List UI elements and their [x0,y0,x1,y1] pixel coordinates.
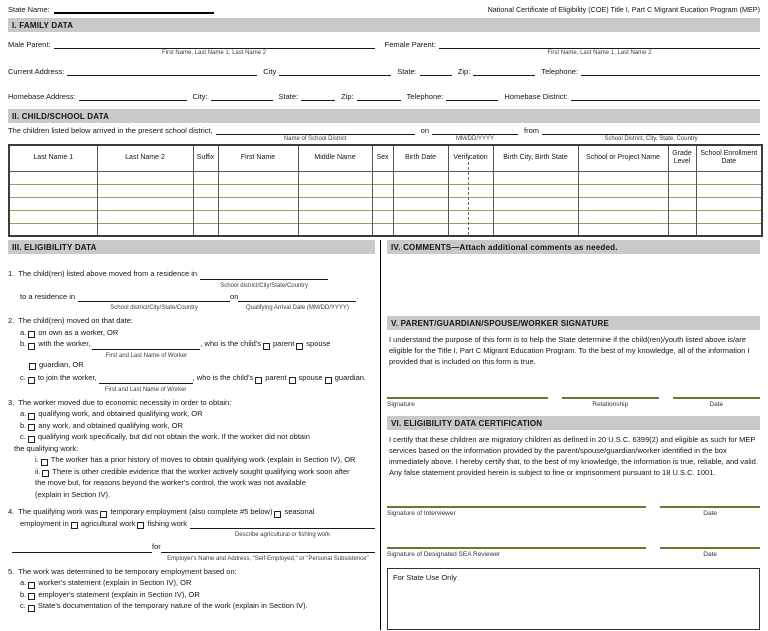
q2a-text: on own as a worker, OR [38,327,119,337]
checkbox-4-fishing[interactable] [137,522,144,529]
sea-reviewer-signature-row [387,539,760,558]
question-1 [8,268,375,311]
q2b-letter: b. [20,339,27,348]
q1-on-label: on [230,291,239,301]
q3ii-text-3: (explain in Section IV). [35,489,111,499]
school-district-sublabel: Name of School District [283,136,347,142]
state-name-label: State Name: [8,5,50,14]
arrival-from-label: from [524,126,539,135]
q4-employer-line[interactable] [161,544,375,562]
table-cell[interactable] [9,223,97,236]
section-3-header: III. ELIGIBILITY DATA [8,240,375,254]
item-number: 5. [8,566,15,576]
parents-row [8,40,760,56]
table-cell[interactable] [448,210,493,223]
table-cell[interactable] [9,184,97,197]
table-cell[interactable] [193,184,218,197]
q4-describe-sublabel: Describe agricultural or fishing work [234,532,331,538]
checkbox-3c-not-obtained[interactable] [28,436,35,443]
q4-extra-line[interactable] [12,544,152,553]
homebase-state-label: State: [278,92,299,101]
table-cell[interactable] [393,210,448,223]
eligibility-column [8,240,380,630]
date-line[interactable] [673,389,760,399]
question-3 [8,397,375,501]
q4-describe-work-line[interactable] [190,520,375,538]
table-cell[interactable] [448,223,493,236]
arrival-date-line[interactable] [432,126,518,142]
q3ii-text-1: There is other credible evidence that the worker actively sought qualifying work soon after [52,466,350,476]
table-row [9,171,762,184]
signature-line[interactable] [387,389,548,399]
state-line[interactable] [420,67,452,76]
table-cell[interactable] [578,171,668,184]
sea-reviewer-date-line[interactable] [660,539,760,549]
table-cell[interactable] [493,197,578,210]
checkbox-4-seasonal[interactable] [274,511,281,518]
checkbox-join-worker[interactable] [28,377,35,384]
q2b-text-2: , who is the child's [200,339,262,348]
table-cell[interactable] [448,184,493,197]
table-cell[interactable] [668,171,696,184]
table-cell[interactable] [696,197,762,210]
q2c-guardian-label: guardian. [334,373,367,382]
table-cell[interactable] [493,171,578,184]
table-cell[interactable] [9,210,97,223]
table-cell[interactable] [193,171,218,184]
col-header-last-name-1: Last Name 1 [9,145,97,171]
q3c-text-2: the qualifying work: [14,443,79,453]
table-cell[interactable] [193,223,218,236]
table-cell[interactable] [218,184,298,197]
q3ii-label: ii. [35,466,41,476]
telephone-label: Telephone: [541,67,579,76]
table-cell[interactable] [448,171,493,184]
q2c-letter: c. [20,373,26,382]
table-cell[interactable] [372,184,393,197]
table-cell[interactable] [193,210,218,223]
checkbox-3ci-prior-history[interactable] [41,459,48,466]
homebase-city-line[interactable] [211,92,273,101]
q3b-text: any work, and obtained qualifying work, OR [38,420,183,430]
table-header-row [9,145,762,171]
checkbox-2c-spouse[interactable] [289,377,296,384]
col-header-enrollment-date: School Enrollment Date [696,145,762,171]
q2a-letter: a. [20,327,27,337]
table-cell[interactable] [97,171,193,184]
q3c-letter: c. [20,432,26,441]
checkbox-5b-employer-statement[interactable] [28,593,35,600]
col-header-last-name-2: Last Name 2 [97,145,193,171]
table-cell[interactable] [298,223,372,236]
q2b-spouse-label: spouse [306,339,331,348]
q2b-guardian-label: guardian, OR [39,359,84,369]
col-header-school-project: School or Project Name [578,145,668,171]
table-cell[interactable] [668,197,696,210]
child-table-body [9,171,762,236]
question-4 [8,506,375,562]
sea-reviewer-label: Signature of Designated SEA Reviewer [387,551,501,558]
col-header-first-name: First Name [218,145,298,171]
q4-employer-sublabel: Employer's Name and Address, "Self-Employed," or "Personal Subsistence" [167,555,369,562]
table-cell[interactable] [298,184,372,197]
homebase-district-label: Homebase District: [504,92,568,101]
q2c-text-2: , who is the child's [192,373,254,382]
homebase-zip-line[interactable] [357,92,401,101]
table-cell[interactable] [668,210,696,223]
date-label: Date [709,401,724,408]
q5c-letter: c. [20,601,26,610]
q3-text: The worker moved due to economic necessity in order to obtain: [18,397,232,407]
table-row [9,197,762,210]
signature-field [387,389,548,408]
table-cell[interactable] [393,223,448,236]
q1-text-2: to a residence in [20,291,76,301]
table-cell[interactable] [298,171,372,184]
city-label: City [263,67,277,76]
q1-sublabel-2: School district/City/State/Country [110,305,198,311]
homebase-district-line[interactable] [571,92,760,101]
interviewer-date-line[interactable] [660,498,760,508]
table-row [9,210,762,223]
homebase-telephone-label: Telephone: [406,92,444,101]
certification-statement: I certify that these children are migratory children as defined in 20 U.S.C. 6399(2) and eligible as such for MEP services based on the information provided by the parent/spouse/guardian/worker identified in the box immediately above. I hereby certify that, to the best of my knowledge, the information is true, reliable, and valid. Any false statement provided herein is subject to fine or imprisonment pursuant to 18 U.S.C. 1001. [389,435,758,477]
male-parent-line[interactable] [54,40,375,56]
school-district-line[interactable] [216,126,415,142]
table-cell[interactable] [372,210,393,223]
q4-for-label: for [152,542,161,551]
q2c-text-1: to join the worker, [37,373,97,382]
table-cell[interactable] [97,223,193,236]
sea-reviewer-field [387,539,646,558]
signature-column [380,240,760,630]
table-cell[interactable] [668,184,696,197]
q5b-letter: b. [20,589,27,599]
table-cell[interactable] [372,171,393,184]
sea-reviewer-date-field [660,539,760,558]
date-field [673,389,760,408]
q2c-worker-name-line[interactable] [99,375,193,393]
q5b-text: employer's statement (explain in Section IV), OR [38,589,200,599]
interviewer-signature-line[interactable] [387,498,646,508]
q5c-text: State's documentation of the temporary nature of the work (explain in Section IV). [37,601,308,610]
q2b-parent-label: parent [273,339,295,348]
table-cell[interactable] [578,223,668,236]
table-cell[interactable] [493,184,578,197]
table-cell[interactable] [668,223,696,236]
table-cell[interactable] [696,171,762,184]
signature-label: Signature [387,401,415,408]
relationship-field [562,389,659,408]
interviewer-date-label: Date [703,510,717,517]
homebase-address-label: Homebase Address: [8,92,76,101]
state-name-line[interactable] [54,6,214,14]
q5a-letter: a. [20,578,27,587]
section-4-header: IV. COMMENTS—Attach additional comments as needed. [387,240,760,254]
child-table-wrap [8,144,760,237]
section-2-header: II. CHILD/SCHOOL DATA [8,109,760,123]
q2b-sublabel: First and Last Name of Worker [105,352,188,359]
table-cell[interactable] [298,210,372,223]
checkbox-2c-guardian[interactable] [325,377,332,384]
arrival-row [8,126,760,142]
q1-period: . [356,291,359,301]
q1-text-1: The child(ren) listed above moved from a residence in [18,269,198,278]
checkbox-with-worker[interactable] [28,343,35,350]
q1-from-residence-line[interactable] [200,271,328,289]
table-cell[interactable] [578,184,668,197]
table-cell[interactable] [493,210,578,223]
table-row [9,184,762,197]
relationship-line[interactable] [562,389,659,399]
q3i-label: i. [35,455,39,464]
table-cell[interactable] [578,197,668,210]
section-1-header: I. FAMILY DATA [8,18,760,32]
checkbox-4-temporary[interactable] [100,511,107,518]
table-cell[interactable] [448,197,493,210]
q5-text: The work was determined to be temporary employment based on: [18,566,237,576]
state-use-only-label: For State Use Only [393,573,457,582]
sea-reviewer-date-label: Date [703,551,717,558]
col-header-grade-level: Grade Level [668,145,696,171]
table-cell[interactable] [372,223,393,236]
table-cell[interactable] [372,197,393,210]
item-number: 3. [8,397,15,407]
telephone-line[interactable] [581,67,760,76]
state-label: State: [397,67,417,76]
table-cell[interactable] [393,197,448,210]
q2b-worker-name-line[interactable] [92,341,200,359]
q1-sublabel-1: School district/City/State/Country [220,282,308,289]
q4-seasonal-label: seasonal [284,507,315,516]
q4-fishing-label: fishing work [147,518,187,528]
table-cell[interactable] [9,171,97,184]
table-cell[interactable] [218,210,298,223]
q3i-text: The worker has a prior history of moves to obtain qualifying work (explain in Section IV), OR [50,455,356,464]
checkbox-2b-parent[interactable] [263,343,270,350]
item-number: 2. [8,316,15,325]
table-cell[interactable] [97,210,193,223]
checkbox-4-agricultural[interactable] [71,522,78,529]
q4-agricultural-label: agricultural work [80,518,136,528]
question-2 [8,315,375,393]
item-number: 1. [8,269,15,278]
male-parent-label: Male Parent: [8,40,51,49]
q5a-text: worker's statement (explain in Section IV), OR [38,578,192,587]
q4-text-2: employment in [20,518,69,528]
interviewer-field [387,498,646,517]
col-header-middle-name: Middle Name [298,145,372,171]
current-address-row [8,67,760,76]
table-cell[interactable] [298,197,372,210]
child-school-table [8,144,763,237]
checkbox-5c-state-doc[interactable] [28,605,35,612]
q2b-text-1: with the worker, [38,339,91,348]
arrival-on-label: on [420,126,429,135]
table-cell[interactable] [393,171,448,184]
item-number: 4. [8,507,15,516]
col-header-birth-city-state: Birth City, Birth State [493,145,578,171]
female-parent-label: Female Parent: [384,40,436,49]
col-header-birth-date: Birth Date [393,145,448,171]
arrival-date-sublabel: MM/DD/YYYY [455,136,494,142]
table-cell[interactable] [193,197,218,210]
q3a-text: qualifying work, and obtained qualifying work, OR [38,409,203,418]
q2-text: The child(ren) moved on that date: [18,316,133,325]
q4-text-1: The qualifying work was [18,507,99,516]
table-cell[interactable] [696,223,762,236]
q4-temporary-label: temporary employment (also complete #5 below) [110,507,273,516]
table-cell[interactable] [578,210,668,223]
homebase-city-label: City: [192,92,208,101]
table-cell[interactable] [218,223,298,236]
zip-label: Zip: [457,67,471,76]
female-parent-line[interactable] [439,40,760,56]
city-line[interactable] [279,67,391,76]
q2c-spouse-label: spouse [298,373,323,382]
state-use-only-box[interactable] [387,568,760,630]
homebase-zip-label: Zip: [341,92,354,101]
checkbox-3b-any-work[interactable] [28,424,35,431]
table-cell[interactable] [393,184,448,197]
lower-columns [8,240,760,630]
interviewer-label: Signature of Interviewer [387,510,456,517]
table-cell[interactable] [493,223,578,236]
table-cell[interactable] [97,197,193,210]
q2c-parent-label: parent [265,373,287,382]
col-header-sex: Sex [372,145,393,171]
table-cell[interactable] [9,197,97,210]
q1-sublabel-3: Qualifying Arrival Date (MM/DD/YYYY) [245,305,349,311]
table-cell[interactable] [218,197,298,210]
q1-to-residence-line[interactable] [78,293,230,311]
checkbox-3a-qualifying-obtained[interactable] [28,413,35,420]
table-cell[interactable] [97,184,193,197]
checkbox-moved-on-own[interactable] [28,331,35,338]
table-row [9,223,762,236]
form-title: National Certificate of Eligibility (COE) Title I, Part C Migrant Eucation Program (MEP) [487,5,760,14]
parent-signature-row [387,389,760,408]
table-cell[interactable] [696,210,762,223]
current-address-label: Current Address: [8,67,65,76]
homebase-row [8,92,760,101]
sea-reviewer-signature-line[interactable] [387,539,646,549]
section-5-header: V. PARENT/GUARDIAN/SPOUSE/WORKER SIGNATURE [387,316,760,330]
verification-dashed-divider [468,157,469,235]
q2c-sublabel: First and Last Name of Worker [104,386,187,393]
q3b-letter: b. [20,420,27,430]
checkbox-3cii-credible-evidence[interactable] [42,470,49,477]
checkbox-2b-guardian[interactable] [29,363,36,370]
arrival-text: The children listed below arrived in the present school district, [8,126,213,135]
q1-qad-line[interactable] [238,291,359,311]
parent-signature-statement: I understand the purpose of this form is to help the State determine if the child(ren)/youth listed above is/are eligible for the Title I, Part C Migrant Education Program. To the best of my knowledge, all of the information I provided that is included on this form is true. [389,335,750,366]
female-parent-sublabel: First Name, Last Name 1, Last Name 2 [547,50,652,56]
q3c-text-1: qualifying work specifically, but did not obtain the work. If the worker did not obtain [37,432,310,441]
section-6-header: VI. ELIGIBILITY DATA CERTIFICATION [387,416,760,430]
homebase-telephone-line[interactable] [446,92,498,101]
current-address-line[interactable] [67,67,257,76]
q3ii-text-2: the move but, for reasons beyond the worker's control, the work was not available [35,478,306,487]
checkbox-2c-parent[interactable] [255,377,262,384]
interviewer-signature-row [387,498,760,517]
table-cell[interactable] [696,184,762,197]
arrival-from-line[interactable] [542,126,760,142]
form-header [8,2,760,14]
q3a-letter: a. [20,409,27,418]
homebase-address-line[interactable] [79,92,187,101]
question-5 [8,566,375,612]
col-header-suffix: Suffix [193,145,218,171]
homebase-state-line[interactable] [301,92,335,101]
table-cell[interactable] [218,171,298,184]
checkbox-2b-spouse[interactable] [296,343,303,350]
checkbox-5a-worker-statement[interactable] [28,582,35,589]
zip-line[interactable] [473,67,535,76]
interviewer-date-field [660,498,760,517]
col-header-verification: Verification [448,145,493,171]
relationship-label: Relationship [592,401,629,408]
male-parent-sublabel: First Name, Last Name 1, Last Name 2 [162,50,267,56]
arrival-from-sublabel: School District, City, State, Country [604,136,698,142]
